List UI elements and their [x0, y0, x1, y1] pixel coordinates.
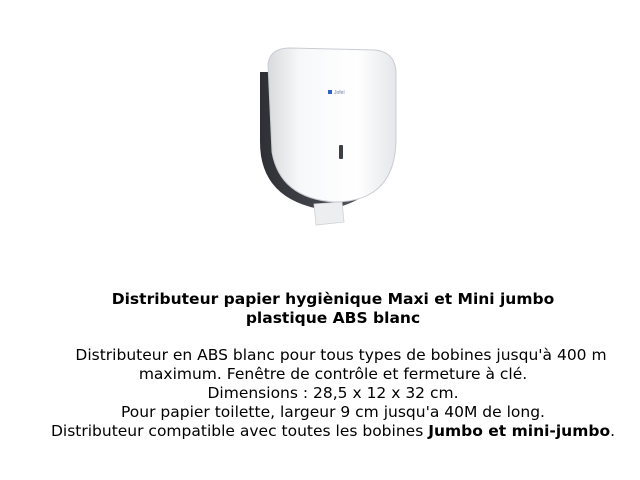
brand-logo-text: Jofel — [334, 90, 345, 96]
brand-logo — [328, 90, 332, 94]
description-line4: Pour papier toilette, largeur 9 cm jusqu'a 40M de long. — [121, 403, 545, 421]
description-line3: Dimensions : 28,5 x 12 x 32 cm. — [207, 384, 459, 402]
description-line5-prefix: Distributeur compatible avec toutes les bobines — [50, 422, 429, 440]
product-title-line1: Distributeur papier hygiènique Maxi et Mini jumbo — [111, 290, 555, 308]
description-line5 — [0, 422, 640, 441]
product-title — [0, 290, 640, 328]
description-line5-suffix: . — [610, 422, 616, 440]
description-line5-bold: Jumbo et mini-jumbo — [428, 422, 611, 440]
product-description — [0, 346, 640, 441]
toilet-paper-dispenser-image — [250, 42, 400, 232]
product-title-line2: plastique ABS blanc — [245, 309, 421, 327]
product-image — [250, 42, 400, 232]
description-line1: Distributeur en ABS blanc pour tous types de bobines jusqu'à 400 m — [75, 346, 607, 364]
description-line2: maximum. Fenêtre de contrôle et fermeture à clé. — [138, 365, 528, 383]
